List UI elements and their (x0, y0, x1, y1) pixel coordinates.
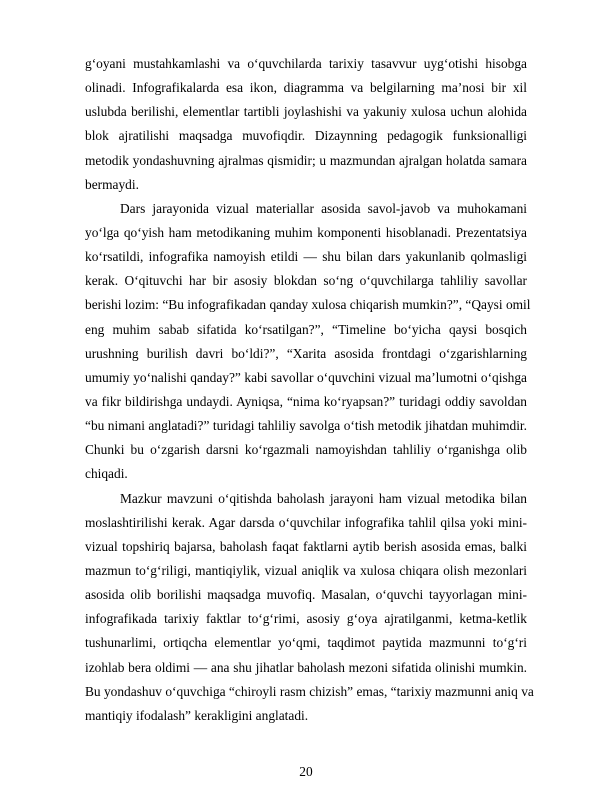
paragraph (85, 197, 531, 487)
text-line: bermaydi. (85, 176, 139, 192)
text-line: kerak. O‘qituvchi har bir asosiy blokdan so‘ng o‘quvchilarga tahliliy savollar (85, 273, 527, 289)
text-line: chiqadi. (85, 466, 128, 482)
text-line: tushunarlimi, ortiqcha elementlar yo‘qmi, taqdimot paytida mazmunni to‘g‘ri (85, 635, 527, 651)
text-line: Dars jarayonida vizual materiallar asosida savol-javob va muhokamani (120, 200, 527, 216)
text-line: “bu nimani anglatadi?” turidagi tahliliy savolga o‘tish metodik jihatdan muhimdir. (85, 418, 527, 434)
text-line: blok ajratilishi maqsadga muvofiqdir. Dizaynning pedagogik funksionalligi (85, 128, 527, 144)
text-line: metodik yondashuvning ajralmas qismidir; u mazmundan ajralgan holatda samara (85, 152, 527, 168)
text-line: urushning burilish davri bo‘ldi?”, “Xarita asosida frontdagi o‘zgarishlarning (85, 345, 527, 361)
text-line: olinadi. Infografikalarda esa ikon, diagramma va belgilarning ma’nosi bir xil (85, 80, 527, 96)
text-line: izohlab bera oldimi — ana shu jihatlar baholash mezoni sifatida olinishi mumkin. (85, 659, 527, 675)
paragraph (85, 52, 527, 197)
text-line: moslashtirilishi kerak. Agar darsda o‘quvchilar infografika tahlil qilsa yoki mini- (85, 514, 527, 530)
text-line: uslubda berilishi, elementlar tartibli joylashishi va yakuniy xulosa uchun alohida (85, 104, 527, 120)
page-number: 20 (299, 764, 313, 779)
text-line: yo‘lga qo‘yish ham metodikaning muhim komponenti hisoblanadi. Prezentatsiya (85, 224, 527, 240)
text-line: umumiy yo‘nalishi qanday?” kabi savollar o‘quvchini vizual ma’lumotni o‘qishga (85, 369, 527, 385)
text-line: infografikada tarixiy faktlar to‘g‘rimi, asosiy g‘oya ajratilganmi, ketma-ketlik (85, 611, 527, 627)
text-line: asosida olib borilishi maqsadga muvofiq. Masalan, o‘quvchi tayyorlagan mini- (85, 587, 527, 603)
text-line: mazmun to‘g‘riligi, mantiqiylik, vizual aniqlik va xulosa chiqara olish mezonlari (85, 562, 527, 578)
text-line: vizual topshiriq bajarsa, baholash faqat faktlarni aytib berish asosida emas, balki (85, 538, 527, 554)
text-line: berishi lozim: “Bu infografikadan qanday xulosa chiqarish mumkin?”, “Qaysi omil (85, 297, 531, 313)
paragraph (85, 487, 534, 728)
text-line: va fikr bildirishga undaydi. Ayniqsa, “nima ko‘ryapsan?” turidagi oddiy savoldan (85, 393, 527, 409)
text-line: Mazkur mavzuni o‘qitishda baholash jarayoni ham vizual metodika bilan (120, 490, 527, 506)
text-line: mantiqiy ifodalash” kerakligini anglatadi. (85, 707, 309, 723)
document-body (85, 52, 534, 728)
text-line: g‘oyani mustahkamlashi va o‘quvchilarda tarixiy tasavvur uyg‘otishi hisobga (85, 56, 527, 71)
text-line: Chunki bu o‘zgarish darsni ko‘rgazmali namoyishdan tahliliy o‘rganishga olib (85, 442, 527, 458)
text-line: eng muhim sabab sifatida ko‘rsatilgan?”, “Timeline bo‘yicha qaysi bosqich (85, 321, 527, 337)
text-line: ko‘rsatildi, infografika namoyish etildi — shu bilan dars yakunlanib qolmasligi (85, 249, 527, 265)
text-line: Bu yondashuv o‘quvchiga “chiroyli rasm chizish” emas, “tarixiy mazmunni aniq va (85, 683, 534, 699)
